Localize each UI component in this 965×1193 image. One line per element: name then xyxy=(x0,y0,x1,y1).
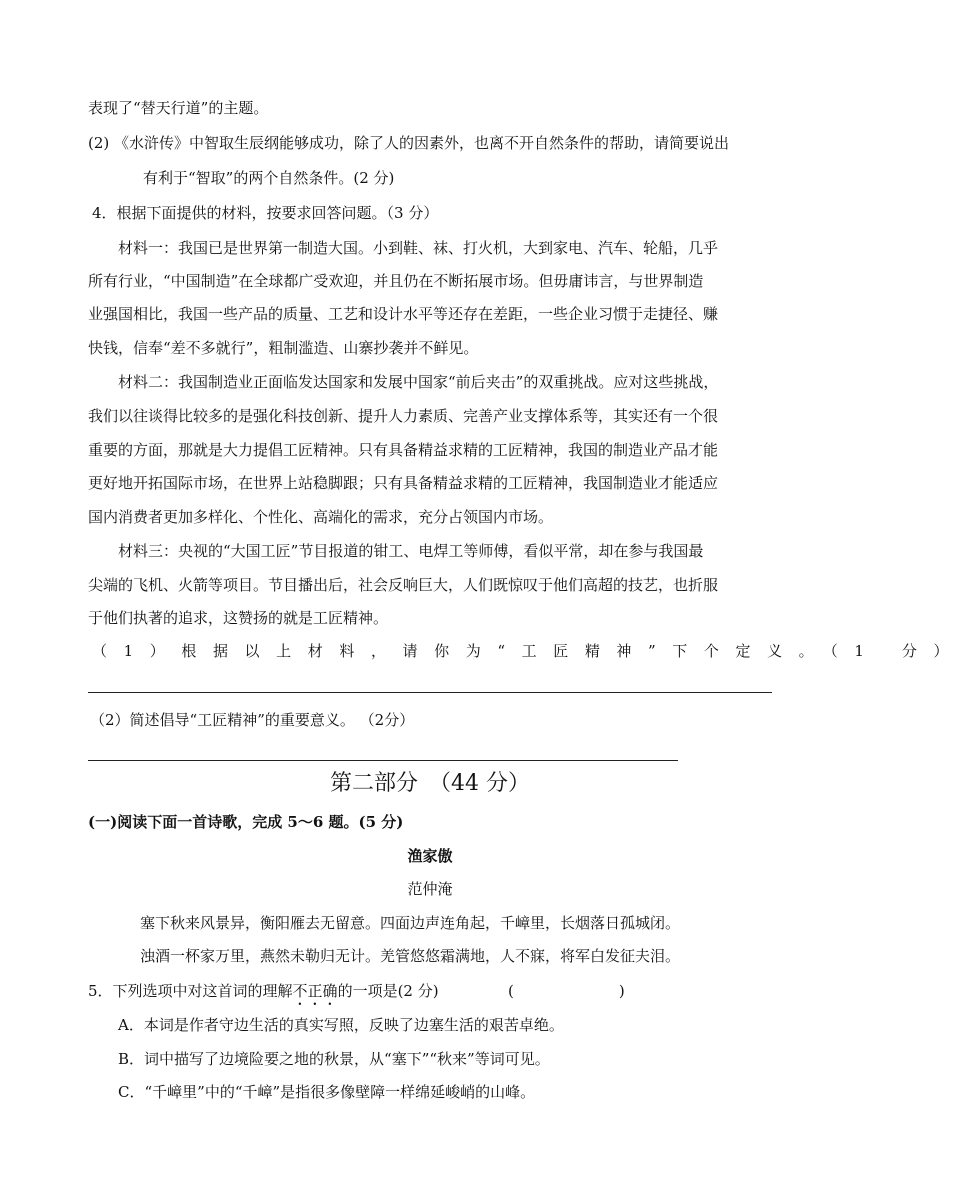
material2-line: 更好地开拓国际市场，在世界上站稳脚跟；只有具备精益求精的工匠精神，我国制造业才能适应 xyxy=(88,474,719,492)
section-one-heading: (一)阅读下面一首诗歌，完成 5～6 题。(5 分) xyxy=(88,813,404,831)
material1-line: 快钱，信奉“差不多就行”，粗制滥造、山寨抄袭并不鲜见。 xyxy=(88,339,479,357)
material3-line: 材料三：央视的“大国工匠”节目报道的钳工、电焊工等师傅，看似平常，却在参与我国最 xyxy=(118,542,704,560)
q3-sub2-line1: (2) 《水浒传》中智取生辰纲能够成功，除了人的因素外，也离不开自然条件的帮助，请简要说出 xyxy=(88,134,730,152)
q3-tail: 表现了“替天行道”的主题。 xyxy=(88,99,269,117)
q5-answer-blank[interactable]: ( ) xyxy=(508,982,625,1000)
material1-line: 材料一：我国已是世界第一制造大国。小到鞋、袜、打火机，大到家电、汽车、轮船，几乎 xyxy=(118,239,719,257)
q4-sub2-prompt: （2）简述倡导“工匠精神”的重要意义。 （2分） xyxy=(90,711,415,729)
answer-line-1[interactable] xyxy=(88,692,772,693)
q5-stem xyxy=(88,981,439,1009)
material1-line: 所有行业，“中国制造”在全球都广受欢迎，并且仍在不断拓展市场。但毋庸讳言，与世界制造 xyxy=(88,272,704,290)
q3-sub2-line2: 有利于“智取”的两个自然条件。(2 分) xyxy=(143,169,395,187)
poem-line: 浊酒一杯家万里，燕然未勒归无计。羌管悠悠霜满地，人不寐，将军白发征夫泪。 xyxy=(140,947,681,965)
material3-line: 尖端的飞机、火箭等项目。节目播出后，社会反响巨大，人们既惊叹于他们高超的技艺，也折服 xyxy=(88,576,719,594)
q5-stem-emphasis: 不正确 xyxy=(292,982,338,1000)
poem-line: 塞下秋来风景异，衡阳雁去无留意。四面边声连角起，千嶂里，长烟落日孤城闭。 xyxy=(140,914,681,932)
q5-option-a: A．本词是作者守边生活的真实写照，反映了边塞生活的艰苦卓绝。 xyxy=(118,1016,564,1034)
q4-sub1-prompt: （1）根据以上材料，请你为“工匠精神”下个定义。（1 分） xyxy=(92,642,965,660)
material2-line: 我们以往谈得比较多的是强化科技创新、提升人力素质、完善产业支撑体系等，其实还有一个很 xyxy=(88,407,719,425)
q4-stem: 4．根据下面提供的材料，按要求回答问题。（3 分） xyxy=(92,204,439,222)
part-two-title: 第二部分 （44 分） xyxy=(330,771,530,796)
material1-line: 业强国相比，我国一些产品的质量、工艺和设计水平等还存在差距，一些企业习惯于走捷径、赚 xyxy=(88,305,719,323)
material2-line: 材料二：我国制造业正面临发达国家和发展中国家“前后夹击”的双重挑战。应对这些挑战， xyxy=(118,373,719,391)
q5-option-c: C．“千嶂里”中的“千嶂”是指很多像壁障一样绵延峻峭的山峰。 xyxy=(118,1083,536,1101)
material3-line: 于他们执著的追求，这赞扬的就是工匠精神。 xyxy=(88,609,389,627)
material2-line: 国内消费者更加多样化、个性化、高端化的需求，充分占领国内市场。 xyxy=(88,508,554,526)
answer-line-2[interactable] xyxy=(88,760,678,761)
q5-stem-start: 5．下列选项中对这首词的理解 xyxy=(88,982,293,1000)
q5-option-b: B．词中描写了边境险要之地的秋景，从“塞下”“秋来”等词可见。 xyxy=(118,1050,550,1068)
material2-line: 重要的方面，那就是大力提倡工匠精神。只有具备精益求精的工匠精神，我国的制造业产品才能 xyxy=(88,441,719,459)
poem-title: 渔家傲 xyxy=(407,847,453,865)
q5-stem-end: 的一项是(2 分) xyxy=(337,982,439,1000)
poem-author: 范仲淹 xyxy=(407,880,453,898)
